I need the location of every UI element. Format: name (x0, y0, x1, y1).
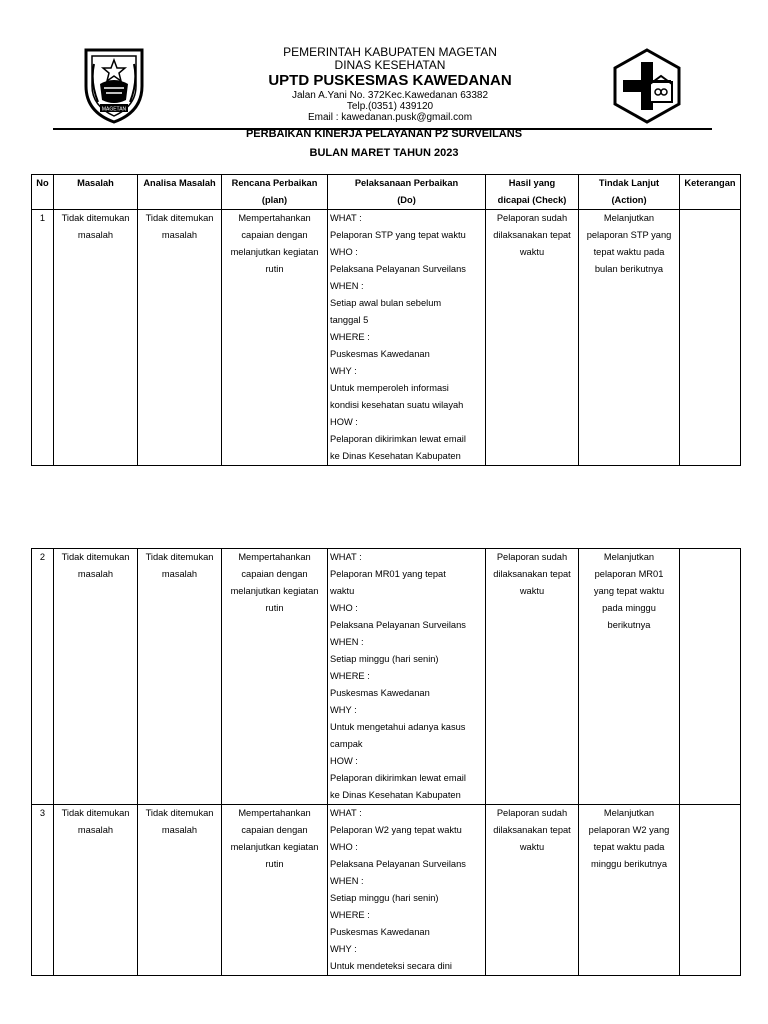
cell-hasil: Pelaporan sudah dilaksanakan tepat waktu (486, 549, 579, 805)
col-header-hasil: Hasil yang dicapai (Check) (486, 175, 579, 210)
cell-masalah: Tidak ditemukan masalah (54, 805, 138, 976)
cell-masalah: Tidak ditemukan masalah (54, 549, 138, 805)
header-phone: Telp.(0351) 439120 (346, 101, 434, 112)
cell-keterangan (680, 210, 741, 466)
cell-keterangan (680, 549, 741, 805)
table-row (32, 210, 741, 466)
document-title: PERBAIKAN KINERJA PELAYANAN P2 SURVEILANS (245, 128, 523, 140)
cell-pelaksanaan: WHAT : Pelaporan W2 yang tepat waktu WHO : Pelaksana Pelayanan Surveilans WHEN : Setiap minggu (hari senin) WHERE : Puskesmas Kawedanan WHY : Untuk mendeteksi secara dini (328, 805, 486, 976)
header-institution: UPTD PUSKESMAS KAWEDANAN (268, 72, 512, 89)
cell-keterangan (680, 805, 741, 976)
col-header-no: No (32, 175, 54, 210)
cell-masalah: Tidak ditemukan masalah (54, 210, 138, 466)
svg-text:MAGETAN: MAGETAN (101, 106, 127, 113)
col-header-analisa: Analisa Masalah (138, 175, 222, 210)
cell-hasil: Pelaporan sudah dilaksanakan tepat waktu (486, 805, 579, 976)
improvement-table-page2 (31, 548, 741, 976)
cell-tindak: Melanjutkan pelaporan W2 yang tepat waktu pada minggu berikutnya (579, 805, 680, 976)
cell-hasil: Pelaporan sudah dilaksanakan tepat waktu (486, 210, 579, 466)
cell-no: 2 (32, 549, 54, 805)
cell-pelaksanaan: WHAT : Pelaporan MR01 yang tepat waktu WHO : Pelaksana Pelayanan Surveilans WHEN : Setiap minggu (hari senin) WHERE : Puskesmas Kawedanan WHY : Untuk mengetahui adanya kasus campak HOW : Pelaporan dikirimkan lewat email ke Dinas Kesehatan Kabupaten (328, 549, 486, 805)
table-header-row (32, 175, 741, 210)
header-government: PEMERINTAH KABUPATEN MAGETAN (283, 45, 497, 59)
cell-no: 3 (32, 805, 54, 976)
cell-rencana: Mempertahankan capaian dengan melanjutkan kegiatan rutin (222, 805, 328, 976)
table-row (32, 805, 741, 976)
improvement-table-page1 (31, 174, 741, 466)
document-subtitle: BULAN MARET TAHUN 2023 (309, 147, 459, 159)
header-email: Email : kawedanan.pusk@gmail.com (307, 112, 473, 123)
header-department: DINAS KESEHATAN (334, 58, 446, 72)
cell-no: 1 (32, 210, 54, 466)
regency-crest-logo (80, 46, 148, 124)
cell-rencana: Mempertahankan capaian dengan melanjutkan kegiatan rutin (222, 210, 328, 466)
col-header-tindak: Tindak Lanjut (Action) (579, 175, 680, 210)
cell-analisa: Tidak ditemukan masalah (138, 210, 222, 466)
cell-analisa: Tidak ditemukan masalah (138, 805, 222, 976)
cell-tindak: Melanjutkan pelaporan MR01 yang tepat waktu pada minggu berikutnya (579, 549, 680, 805)
col-header-masalah: Masalah (54, 175, 138, 210)
col-header-pelaksanaan: Pelaksanaan Perbaikan (Do) (328, 175, 486, 210)
cell-rencana: Mempertahankan capaian dengan melanjutkan kegiatan rutin (222, 549, 328, 805)
puskesmas-logo (612, 48, 682, 124)
cell-tindak: Melanjutkan pelaporan STP yang tepat waktu pada bulan berikutnya (579, 210, 680, 466)
col-header-keterangan: Keterangan (680, 175, 741, 210)
cell-pelaksanaan: WHAT : Pelaporan STP yang tepat waktu WHO : Pelaksana Pelayanan Surveilans WHEN : Setiap awal bulan sebelum tanggal 5 WHERE : Puskesmas Kawedanan WHY : Untuk memperoleh informasi kondisi kesehatan suatu wilayah HOW : Pelaporan dikirimkan lewat email ke Dinas Kesehatan Kabupaten (328, 210, 486, 466)
table-row (32, 549, 741, 805)
header-address: Jalan A.Yani No. 372Kec.Kawedanan 63382 (291, 90, 489, 101)
col-header-rencana: Rencana Perbaikan (plan) (222, 175, 328, 210)
cell-analisa: Tidak ditemukan masalah (138, 549, 222, 805)
